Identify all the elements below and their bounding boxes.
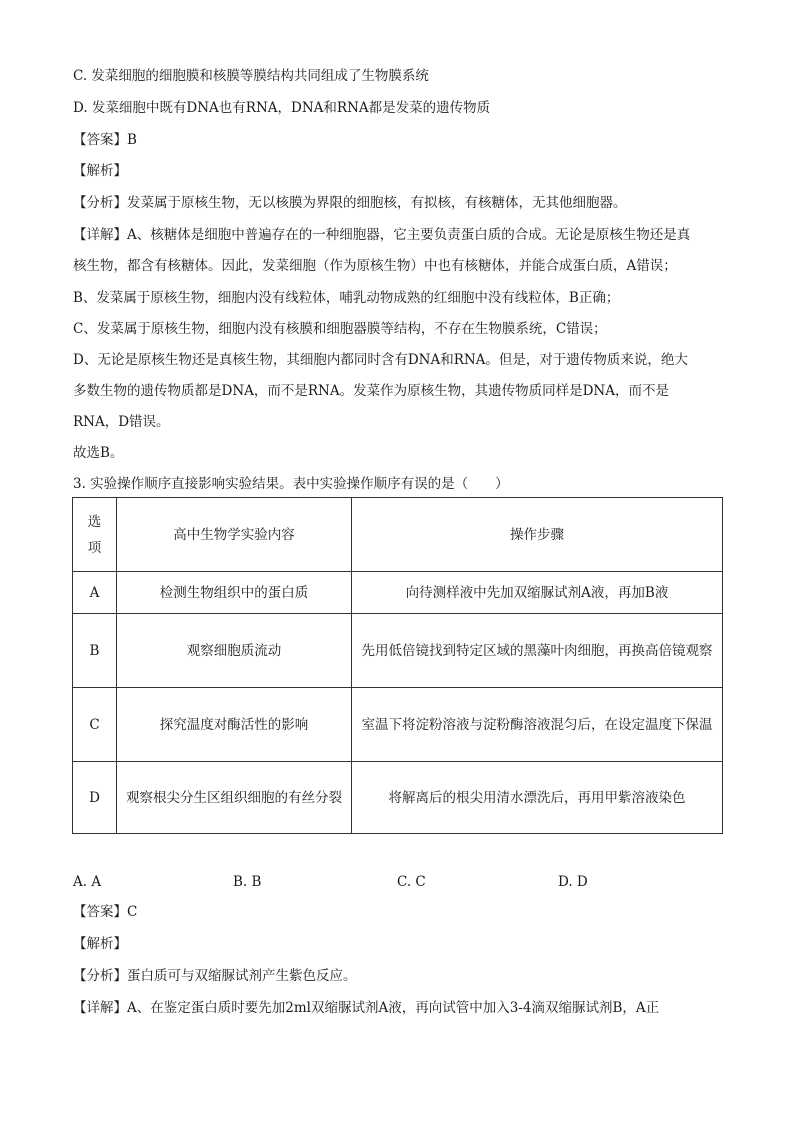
table-header-row [73,498,723,572]
analysis-label: 【解析】 [73,163,127,179]
line-c-option: C. 发菜细胞的细胞膜和核膜等膜结构共同组成了生物膜系统 [73,68,429,84]
row-steps: 将解离后的根尖用清水漂洗后，再用甲紫溶液染色 [352,762,723,834]
row-steps: 室温下将淀粉溶液与淀粉酶溶液混匀后，在设定温度下保温 [352,688,723,762]
row-steps: 向待测样液中先加双缩脲试剂A液，再加B液 [352,572,723,614]
header-steps: 操作步骤 [352,498,723,572]
table-row [73,762,723,834]
row-content: 观察细胞质流动 [117,614,352,688]
detail-line-3: B、发菜属于原核生物，细胞内没有线粒体，哺乳动物成熟的红细胞中没有线粒体，B正确； [73,290,620,306]
row-option: B [73,614,117,688]
table-row [73,688,723,762]
row-option: A [73,572,117,614]
row-option: C [73,688,117,762]
detail-line-7: RNA，D错误。 [73,414,170,430]
detail-line-4: C、发菜属于原核生物，细胞内没有核膜和细胞器膜等结构，不存在生物膜系统，C错误； [73,321,607,337]
detail-line-5: D、无论是原核生物还是真核生物，其细胞内都同时含有DNA和RNA。但是，对于遗传物质来说，绝大 [73,352,688,368]
row-content: 检测生物组织中的蛋白质 [117,572,352,614]
answer-label: 【答案】B [73,132,137,148]
row-content: 观察根尖分生区组织细胞的有丝分裂 [117,762,352,834]
analysis-fenxi: 【分析】发菜属于原核生物，无以核膜为界限的细胞核，有拟核，有核糖体，无其他细胞器。 [73,195,627,211]
line-d-option: D. 发菜细胞中既有DNA也有RNA，DNA和RNA都是发菜的遗传物质 [73,100,491,116]
table-row [73,614,723,688]
row-content: 探究温度对酶活性的影响 [117,688,352,762]
detail-line-2: 核生物，都含有核糖体。因此，发菜细胞（作为原核生物）中也有核糖体，并能合成蛋白质，A错误； [73,258,677,274]
header-content: 高中生物学实验内容 [117,498,352,572]
choice-a[interactable]: A. A [73,874,102,890]
detail-line-8: 【详解】A、在鉴定蛋白质时要先加2ml双缩脲试剂A液，再向试管中加入3-4滴双缩脲试剂B，A正 [73,1000,660,1016]
row-option: D [73,762,117,834]
choice-d[interactable]: D. D [558,874,588,890]
question-3: 3. 实验操作顺序直接影响实验结果。表中实验操作顺序有误的是（ ） [73,476,509,492]
row-steps: 先用低倍镜找到特定区域的黑藻叶肉细胞，再换高倍镜观察 [352,614,723,688]
analysis-fenxi-2: 【分析】蛋白质可与双缩脲试剂产生紫色反应。 [73,968,357,984]
choice-b[interactable]: B. B [233,874,262,890]
choice-c[interactable]: C. C [397,874,426,890]
detail-line-1: 【详解】A、核糖体是细胞中普遍存在的一种细胞器，它主要负责蛋白质的合成。无论是原核生物还是真 [73,227,691,243]
experiment-table [72,497,723,834]
header-option: 选项 [73,498,117,572]
table-row [73,572,723,614]
detail-line-6: 多数生物的遗传物质都是DNA，而不是RNA。发菜作为原核生物，其遗传物质同样是DNA，而不是 [73,383,669,399]
answer-label-2: 【答案】C [73,904,138,920]
conclusion: 故选B。 [73,445,124,461]
analysis-label-2: 【解析】 [73,936,127,952]
